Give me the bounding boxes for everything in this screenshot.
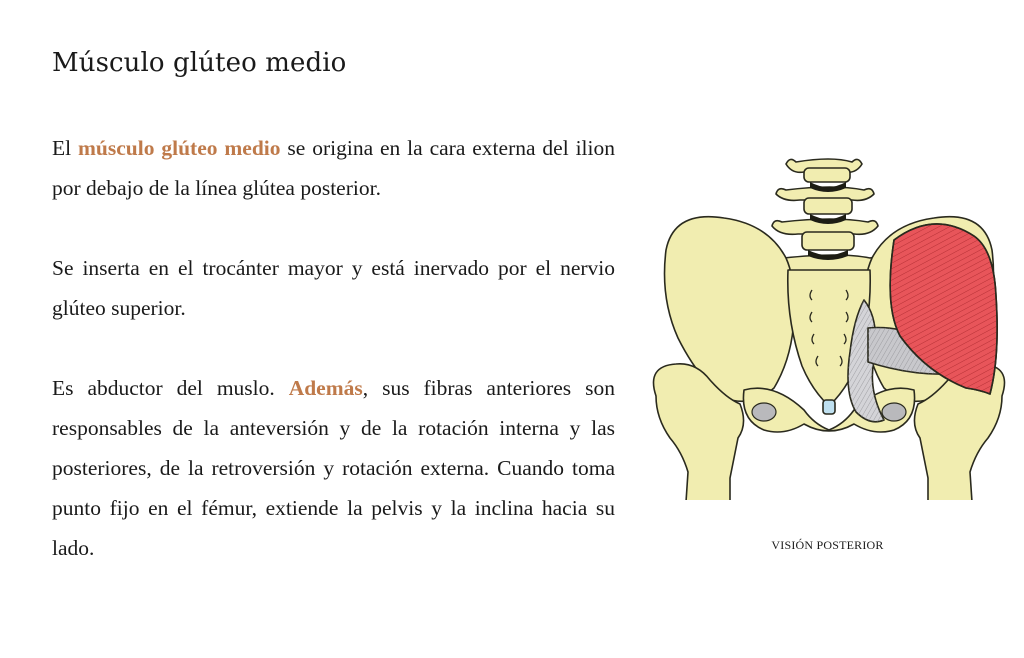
pelvis-posterior-illustration	[646, 150, 1012, 500]
paragraph-insertion: Se inserta en el trocánter mayor y está inervado por el nervio glúteo superior.	[52, 256, 615, 320]
paragraph-function	[52, 368, 615, 568]
paragraph-function-lead: Es abductor del muslo.	[52, 376, 289, 400]
paragraph-origin	[52, 128, 615, 208]
page-title: Músculo glúteo medio	[52, 48, 347, 78]
figure-caption: VISIÓN POSTERIOR	[771, 538, 884, 552]
paragraph-origin-rest: se origina en la cara externa del ilion por debajo de la línea glútea posterior.	[52, 136, 615, 200]
paragraph-origin-lead: El	[52, 136, 78, 160]
highlight-ademas: Además	[288, 376, 363, 400]
paragraph-function-rest: , sus fibras anteriores son responsables de la anteversión y de la rotación interna y las posteriores, de la retroversión y rotación externa. Cuando toma punto fijo en el fémur, extiende la pelvis y la inclina hacia su lado.	[52, 376, 615, 560]
highlight-muscle-name: músculo glúteo medio	[78, 136, 281, 160]
body-text	[52, 128, 615, 608]
